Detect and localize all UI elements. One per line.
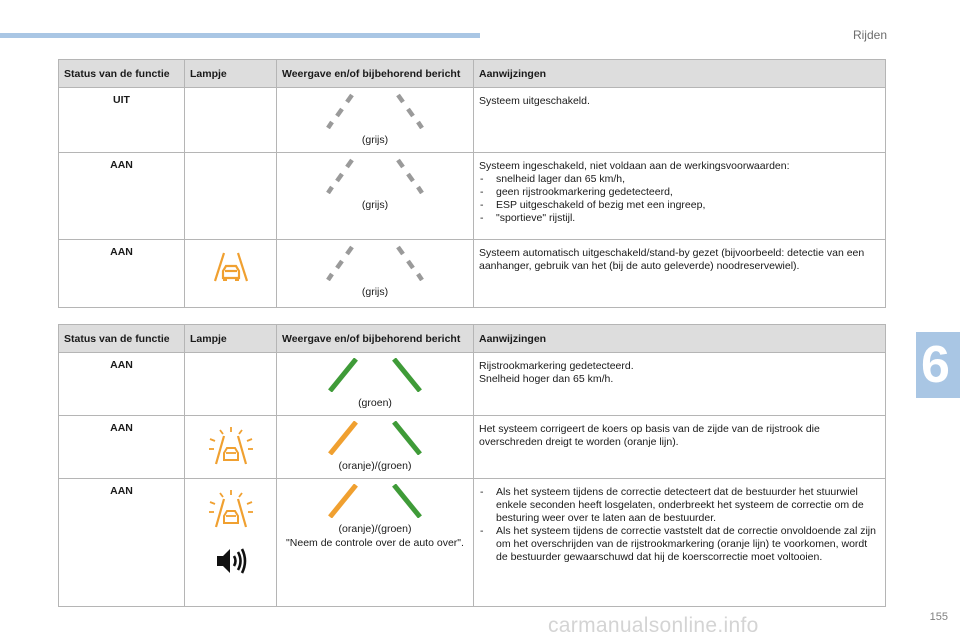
display-cell [277, 240, 474, 308]
notes-line: Rijstrookmarkering gedetecteerd. [479, 360, 634, 372]
display-caption: (groen) [358, 397, 392, 409]
notes-cell [474, 153, 886, 240]
notes-cell: Systeem uitgeschakeld. [474, 88, 886, 153]
list-item: - geen rijstrookmarkering gedetecteerd, [479, 186, 880, 199]
status-table-2 [58, 324, 886, 607]
list-item: - Als het systeem tijdens de correctie vaststelt dat de correctie onvoldoende zal zijn om het overschrijden van de rijstrookmarkering (oranje lijn) te voorkomen, wordt de bestuurder gewaarschuwd dat hij de koerscorrectie moet voltooien. [479, 525, 880, 564]
list-item: - ESP uitgeschakeld of bezig met een ingreep, [479, 199, 880, 212]
lamp-cell [185, 479, 277, 607]
table-row [59, 153, 886, 240]
notes-cell: Het systeem corrigeert de koers op basis van de zijde van de rijstrook die overschreden dreigt te worden (oranje lijn). [474, 416, 886, 479]
display-cell [277, 416, 474, 479]
notes-cell [474, 353, 886, 416]
chapter-number: 6 [921, 336, 950, 394]
lamp-cell [185, 88, 277, 153]
table-row [59, 353, 886, 416]
notes-list [479, 173, 880, 225]
lane-lines-orange-green-icon [325, 421, 425, 455]
header-display: Weergave en/of bijbehorend bericht [277, 325, 474, 353]
header-status: Status van de functie [59, 60, 185, 88]
table-header-row [59, 325, 886, 353]
header-notes: Aanwijzingen [474, 325, 886, 353]
notes-cell [474, 479, 886, 607]
display-caption: (oranje)/(groen) [338, 460, 412, 472]
status-cell: AAN [59, 153, 185, 240]
display-caption: (grijs) [361, 286, 389, 298]
chapter-tab [916, 332, 960, 398]
display-cell [277, 479, 474, 607]
lane-lines-grey-icon [323, 245, 427, 281]
list-item: - "sportieve" rijstijl. [479, 212, 880, 225]
list-item: - Als het systeem tijdens de correctie detecteert dat de bestuurder het stuurwiel enkele seconden heeft losgelaten, onderbreekt het systeem de correctie om de besturing weer over te laten aan de bestuurder. [479, 486, 880, 525]
display-caption: (oranje)/(groen) [338, 523, 412, 535]
display-cell [277, 88, 474, 153]
display-cell [277, 353, 474, 416]
table-header-row [59, 60, 886, 88]
table-row [59, 88, 886, 153]
watermark: carmanualsonline.info [548, 614, 759, 637]
status-cell: AAN [59, 240, 185, 308]
table-row [59, 416, 886, 479]
status-cell: UIT [59, 88, 185, 153]
lane-warning-orange-icon [211, 250, 251, 284]
notes-intro: Systeem ingeschakeld, niet voldaan aan de werkingsvoorwaarden: [479, 160, 790, 172]
lane-lines-green-icon [325, 358, 425, 392]
header-notes: Aanwijzingen [474, 60, 886, 88]
lane-lines-grey-icon [323, 93, 427, 129]
lane-keeping-active-orange-icon [208, 426, 254, 466]
table-row [59, 479, 886, 607]
section-title: Rijden [852, 28, 887, 42]
header-lamp: Lampje [185, 325, 277, 353]
list-item: - snelheid lager dan 65 km/h, [479, 173, 880, 186]
header-status: Status van de functie [59, 325, 185, 353]
display-cell [277, 153, 474, 240]
status-cell: AAN [59, 353, 185, 416]
notes-list [479, 486, 880, 564]
header-display: Weergave en/of bijbehorend bericht [277, 60, 474, 88]
page-number: 155 [929, 611, 948, 623]
status-cell: AAN [59, 416, 185, 479]
lane-lines-orange-green-icon [325, 484, 425, 518]
notes-cell: Systeem automatisch uitgeschakeld/stand-by gezet (bijvoorbeeld: detectie van een aanhanger, gebruik van het (bij de auto geleverde) noodreservewiel). [474, 240, 886, 308]
lamp-cell [185, 153, 277, 240]
lamp-cell [185, 240, 277, 308]
header-accent-bar [0, 33, 480, 38]
status-table-1 [58, 59, 886, 308]
status-cell: AAN [59, 479, 185, 607]
notes-line: Snelheid hoger dan 65 km/h. [479, 373, 614, 385]
header-lamp: Lampje [185, 60, 277, 88]
lane-keeping-active-orange-icon [208, 489, 254, 529]
display-caption: (grijs) [361, 199, 389, 211]
table-row [59, 240, 886, 308]
display-caption: (grijs) [361, 134, 389, 146]
lane-lines-grey-icon [323, 158, 427, 194]
lamp-cell [185, 416, 277, 479]
lamp-cell [185, 353, 277, 416]
display-message: "Neem de controle over de auto over". [286, 537, 464, 549]
speaker-icon [215, 547, 247, 575]
